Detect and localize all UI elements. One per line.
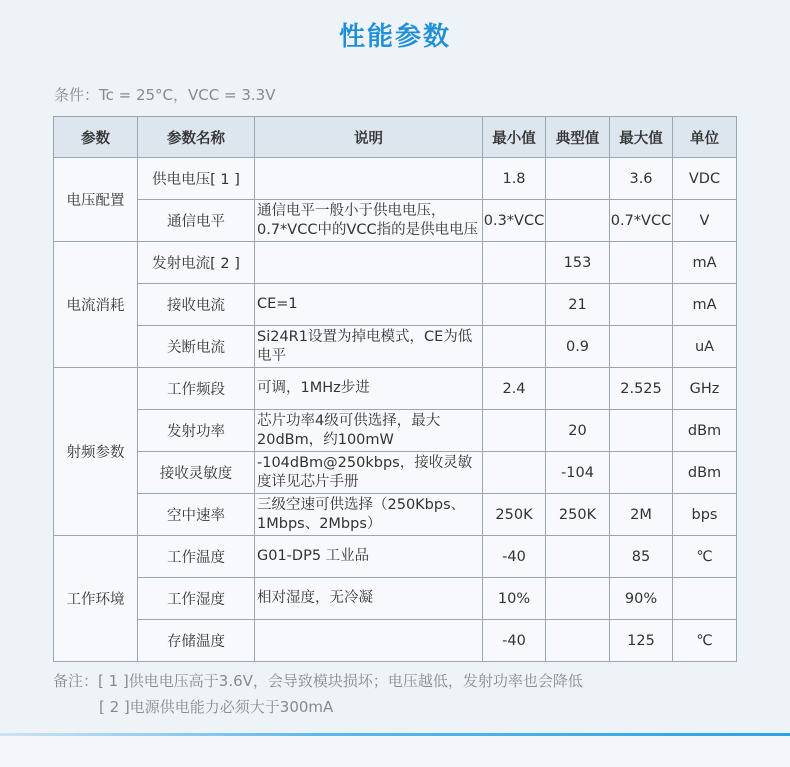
param-name: 发射电流[ 2 ] — [138, 242, 255, 284]
param-min: 10% — [483, 578, 546, 620]
param-min: 2.4 — [483, 368, 546, 410]
param-typ: 153 — [546, 242, 610, 284]
param-unit: ℃ — [673, 620, 737, 662]
table-header-row — [54, 117, 737, 158]
param-desc: Si24R1设置为掉电模式，CE为低电平 — [255, 326, 483, 368]
table-row — [54, 200, 737, 242]
param-typ: 250K — [546, 494, 610, 536]
param-unit: V — [673, 200, 737, 242]
param-unit: dBm — [673, 452, 737, 494]
param-max — [610, 284, 673, 326]
param-desc — [255, 242, 483, 284]
param-typ — [546, 620, 610, 662]
param-name: 关断电流 — [138, 326, 255, 368]
table-row — [54, 494, 737, 536]
header-param: 参数 — [54, 117, 138, 158]
param-min — [483, 284, 546, 326]
param-max — [610, 326, 673, 368]
param-unit — [673, 578, 737, 620]
param-unit: dBm — [673, 410, 737, 452]
table-row — [54, 410, 737, 452]
header-desc: 说明 — [255, 117, 483, 158]
param-typ — [546, 536, 610, 578]
group-env: 工作环境 — [54, 536, 138, 662]
group-current: 电流消耗 — [54, 242, 138, 368]
param-max: 0.7*VCC — [610, 200, 673, 242]
param-name: 空中速率 — [138, 494, 255, 536]
header-unit: 单位 — [673, 117, 737, 158]
param-desc: 可调，1MHz步进 — [255, 368, 483, 410]
footnote-1: 备注：[ 1 ]供电电压高于3.6V，会导致模块损坏；电压越低，发射功率也会降低 — [53, 672, 583, 690]
param-unit: uA — [673, 326, 737, 368]
param-min — [483, 410, 546, 452]
param-min — [483, 326, 546, 368]
param-desc — [255, 158, 483, 200]
param-typ: 0.9 — [546, 326, 610, 368]
param-desc: 通信电平一般小于供电电压，0.7*VCC中的VCC指的是供电电压 — [255, 200, 483, 242]
param-max: 85 — [610, 536, 673, 578]
param-typ — [546, 200, 610, 242]
param-typ — [546, 158, 610, 200]
table-row — [54, 452, 737, 494]
table-row — [54, 578, 737, 620]
param-max: 2.525 — [610, 368, 673, 410]
param-typ — [546, 578, 610, 620]
param-min: 0.3*VCC — [483, 200, 546, 242]
param-min — [483, 452, 546, 494]
param-max — [610, 410, 673, 452]
param-name: 工作温度 — [138, 536, 255, 578]
header-name: 参数名称 — [138, 117, 255, 158]
param-unit: GHz — [673, 368, 737, 410]
param-name: 工作湿度 — [138, 578, 255, 620]
param-desc — [255, 620, 483, 662]
param-name: 通信电平 — [138, 200, 255, 242]
param-desc: CE=1 — [255, 284, 483, 326]
group-voltage: 电压配置 — [54, 158, 138, 242]
param-name: 发射功率 — [138, 410, 255, 452]
param-desc: 芯片功率4级可供选择，最大20dBm，约100mW — [255, 410, 483, 452]
param-name: 接收灵敏度 — [138, 452, 255, 494]
param-typ: 21 — [546, 284, 610, 326]
header-min: 最小值 — [483, 117, 546, 158]
footnote-2: [ 2 ]电源供电能力必须大于300mA — [99, 698, 334, 716]
param-desc: G01-DP5 工业品 — [255, 536, 483, 578]
table-row — [54, 158, 737, 200]
header-max: 最大值 — [610, 117, 673, 158]
param-max — [610, 452, 673, 494]
param-max: 90% — [610, 578, 673, 620]
param-unit: mA — [673, 284, 737, 326]
param-name: 工作频段 — [138, 368, 255, 410]
param-desc: -104dBm@250kbps，接收灵敏度详见芯片手册 — [255, 452, 483, 494]
bottom-band — [0, 736, 790, 767]
table-row — [54, 368, 737, 410]
param-max: 125 — [610, 620, 673, 662]
param-unit: VDC — [673, 158, 737, 200]
param-name: 存储温度 — [138, 620, 255, 662]
param-typ: 20 — [546, 410, 610, 452]
param-min: -40 — [483, 620, 546, 662]
test-conditions: 条件：Tc = 25°C，VCC = 3.3V — [54, 86, 276, 104]
param-name: 接收电流 — [138, 284, 255, 326]
param-max: 2M — [610, 494, 673, 536]
param-unit: bps — [673, 494, 737, 536]
param-min — [483, 242, 546, 284]
group-rf: 射频参数 — [54, 368, 138, 536]
table-row — [54, 326, 737, 368]
param-typ: -104 — [546, 452, 610, 494]
table-row — [54, 284, 737, 326]
footnotes — [53, 668, 583, 720]
param-unit: mA — [673, 242, 737, 284]
param-desc: 相对湿度，无冷凝 — [255, 578, 483, 620]
param-max — [610, 242, 673, 284]
table-row — [54, 536, 737, 578]
param-max: 3.6 — [610, 158, 673, 200]
header-typ: 典型值 — [546, 117, 610, 158]
param-name: 供电电压[ 1 ] — [138, 158, 255, 200]
param-min: 1.8 — [483, 158, 546, 200]
table-row — [54, 242, 737, 284]
param-desc: 三级空速可供选择（250Kbps、1Mbps、2Mbps） — [255, 494, 483, 536]
param-min: -40 — [483, 536, 546, 578]
param-typ — [546, 368, 610, 410]
param-min: 250K — [483, 494, 546, 536]
param-unit: ℃ — [673, 536, 737, 578]
table-row — [54, 620, 737, 662]
page-title: 性能参数 — [338, 22, 451, 52]
spec-table — [53, 116, 737, 662]
